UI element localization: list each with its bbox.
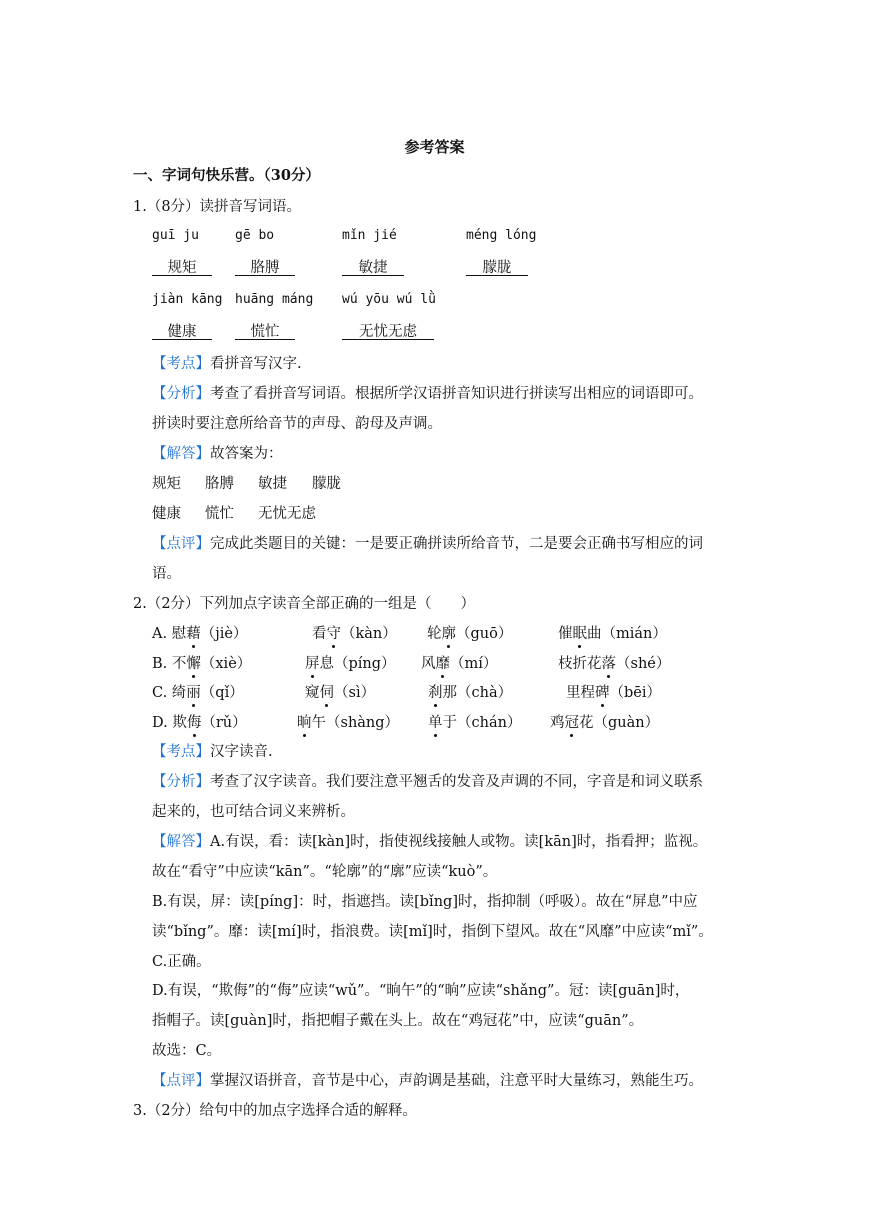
- fenxi-1: [152, 382, 703, 403]
- fenxi-1-cont: 拼读时要注意所给音节的声母、韵母及声调。: [152, 416, 442, 432]
- answer-word: 规矩: [152, 476, 181, 492]
- fenxi-2-cont: 起来的，也可结合词义来辨析。: [152, 804, 355, 820]
- option-item: [305, 681, 375, 702]
- option-text: D. 欺: [152, 715, 187, 731]
- option-item: [558, 622, 667, 643]
- option-item: [152, 622, 247, 643]
- dotted-char: 靡: [436, 652, 451, 673]
- dotted-char: 廓: [442, 622, 457, 643]
- option-text: （mí）: [450, 656, 498, 672]
- dianping-2: [152, 1069, 703, 1090]
- dotted-char: 藉: [186, 622, 201, 643]
- dotted-char: 守: [327, 622, 342, 643]
- pinyin: mǐn jié: [342, 228, 397, 243]
- option-text: 枝折花: [558, 656, 602, 672]
- jieda-tag: 【解答】: [152, 834, 210, 850]
- pinyin: gē bo: [235, 228, 275, 243]
- answer-blank: 健康: [152, 320, 212, 340]
- option-text: 催: [558, 626, 573, 642]
- option-text: （qǐ）: [200, 685, 244, 701]
- option-item: [152, 711, 247, 732]
- fenxi-text: 考查了看拼音写词语。根据所学汉语拼音知识进行拼读写出相应的词语即可。: [210, 386, 703, 402]
- answer-word: 健康: [152, 506, 181, 522]
- option-item: [427, 622, 512, 643]
- question-3-stem: 3.（2分）给句中的加点字选择合适的解释。: [133, 1103, 418, 1119]
- option-text: B. 不: [152, 656, 187, 672]
- pinyin: huāng máng: [235, 292, 314, 307]
- section-heading: 一、字词句快乐营。（30分）: [133, 167, 320, 184]
- option-text: 鸡: [550, 715, 565, 731]
- option-text: 风: [421, 656, 436, 672]
- pinyin: méng lóng: [466, 228, 537, 243]
- question-2-stem: 2.（2分）下列加点字读音全部正确的一组是（ ）: [133, 596, 476, 612]
- option-item: [428, 681, 512, 702]
- dotted-char: 碑: [595, 681, 610, 702]
- option-item: [152, 652, 251, 673]
- answer-blank: 朦胧: [466, 256, 528, 276]
- pinyin: wú yōu wú lǜ: [342, 292, 436, 307]
- jieda-2-line: B.有误，屏：读[píng]：时，指遮挡。读[bǐng]时，指抑制（呼吸）。故在“屏息”中应: [152, 894, 698, 910]
- option-item: [305, 652, 396, 673]
- option-text: （jiè）: [200, 626, 248, 642]
- pinyin: jiàn kāng: [152, 292, 223, 307]
- option-text: 曲（mián）: [587, 626, 667, 642]
- option-text: 花（guàn）: [579, 715, 660, 731]
- kaodian-text: 看拼音写汉字.: [210, 356, 302, 372]
- dotted-char: 晌: [297, 711, 312, 732]
- jieda-tag: 【解答】: [152, 446, 210, 462]
- dotted-char: 懈: [186, 652, 201, 673]
- answer-word: 敏捷: [258, 476, 287, 492]
- option-text: 息（píng）: [319, 656, 396, 672]
- option-item: [428, 711, 521, 732]
- option-text: （guō）: [456, 626, 513, 642]
- dotted-char: 丽: [186, 681, 201, 702]
- dotted-char: 落: [602, 652, 617, 673]
- option-text: （xiè）: [200, 656, 252, 672]
- dianping-tag: 【点评】: [152, 1073, 210, 1089]
- dianping-text: 完成此类题目的关键：一是要正确拼读所给音节，二是要会正确书写相应的词: [210, 536, 703, 552]
- jieda-2-line: 故在“看守”中应读“kān”。“轮廓”的“廓”应读“kuò”。: [152, 864, 498, 880]
- dotted-char: 刹: [428, 681, 443, 702]
- answer-blank: 无忧无虑: [342, 320, 434, 340]
- jieda-2-line: D.有误，“欺侮”的“侮”应读“wǔ”。“晌午”的“晌”应读“shǎng”。冠：读[guān]时，: [152, 983, 690, 999]
- dianping-1-cont: 语。: [152, 566, 181, 582]
- option-text: C. 绮: [152, 685, 187, 701]
- option-text: 于（chán）: [442, 715, 522, 731]
- answer-word: 胳膊: [205, 476, 234, 492]
- option-item: [421, 652, 497, 673]
- answer-blank: 胳膊: [235, 256, 295, 276]
- jieda-text: 故答案为：: [210, 446, 283, 462]
- answer-word: 慌忙: [205, 506, 234, 522]
- option-item: [297, 711, 399, 732]
- option-item: [550, 711, 659, 732]
- option-text: 看: [312, 626, 327, 642]
- dianping-1: [152, 532, 703, 553]
- answer-word: 朦胧: [312, 476, 341, 492]
- option-text: 那（chà）: [442, 685, 513, 701]
- jieda-2-line: 指帽子。读[guàn]时，指把帽子戴在头上。故在“鸡冠花”中，应读“guān”。: [152, 1013, 644, 1029]
- dotted-char: 侮: [187, 711, 202, 732]
- option-text: 里程: [566, 685, 595, 701]
- dotted-char: 冠: [565, 711, 580, 732]
- jieda-2-line: 故选：C。: [152, 1043, 222, 1059]
- option-text: 轮: [427, 626, 442, 642]
- jieda-2-line: C.正确。: [152, 954, 211, 970]
- jieda-2: [152, 830, 707, 851]
- dianping-tag: 【点评】: [152, 536, 210, 552]
- answer-word: 无忧无虑: [258, 506, 316, 522]
- kaodian-2: [152, 740, 273, 761]
- kaodian-1: [152, 352, 302, 373]
- option-text: （rǔ）: [201, 715, 247, 731]
- dotted-char: 眠: [573, 622, 588, 643]
- pinyin: guī ju: [152, 228, 199, 243]
- option-item: [558, 652, 670, 673]
- fenxi-tag: 【分析】: [152, 774, 210, 790]
- dotted-char: 单: [428, 711, 443, 732]
- option-item: [152, 681, 244, 702]
- dianping-text: 掌握汉语拼音，音节是中心，声韵调是基础，注意平时大量练习，熟能生巧。: [210, 1073, 703, 1089]
- kaodian-tag: 【考点】: [152, 356, 210, 372]
- fenxi-2: [152, 770, 703, 791]
- option-text: 午（shàng）: [311, 715, 400, 731]
- option-item: [312, 622, 397, 643]
- option-item: [566, 681, 661, 702]
- jieda-text: A.有误，看：读[kàn]时，指使视线接触人或物。读[kān]时，指看押；监视。: [210, 834, 708, 850]
- answer-blank: 规矩: [152, 256, 212, 276]
- dotted-char: 屏: [305, 652, 320, 673]
- answer-blank: 敏捷: [342, 256, 404, 276]
- page-title: 参考答案: [404, 138, 465, 156]
- option-text: （sì）: [334, 685, 376, 701]
- jieda-1: [152, 442, 283, 463]
- jieda-2-line: 读“bǐng”。靡：读[mí]时，指浪费。读[mǐ]时，指倒下望风。故在“风靡”中应读“mǐ”。: [152, 924, 713, 940]
- option-text: 窥: [305, 685, 320, 701]
- fenxi-tag: 【分析】: [152, 386, 210, 402]
- answer-blank: 慌忙: [235, 320, 295, 340]
- option-text: A. 慰: [152, 626, 187, 642]
- fenxi-text: 考查了汉字读音。我们要注意平翘舌的发音及声调的不同，字音是和词义联系: [210, 774, 703, 790]
- option-text: （shé）: [616, 656, 671, 672]
- kaodian-tag: 【考点】: [152, 744, 210, 760]
- option-text: （bēi）: [609, 685, 662, 701]
- dotted-char: 伺: [320, 681, 335, 702]
- question-1-stem: 1.（8分）读拼音写词语。: [133, 199, 302, 215]
- kaodian-text: 汉字读音.: [210, 744, 273, 760]
- option-text: （kàn）: [341, 626, 397, 642]
